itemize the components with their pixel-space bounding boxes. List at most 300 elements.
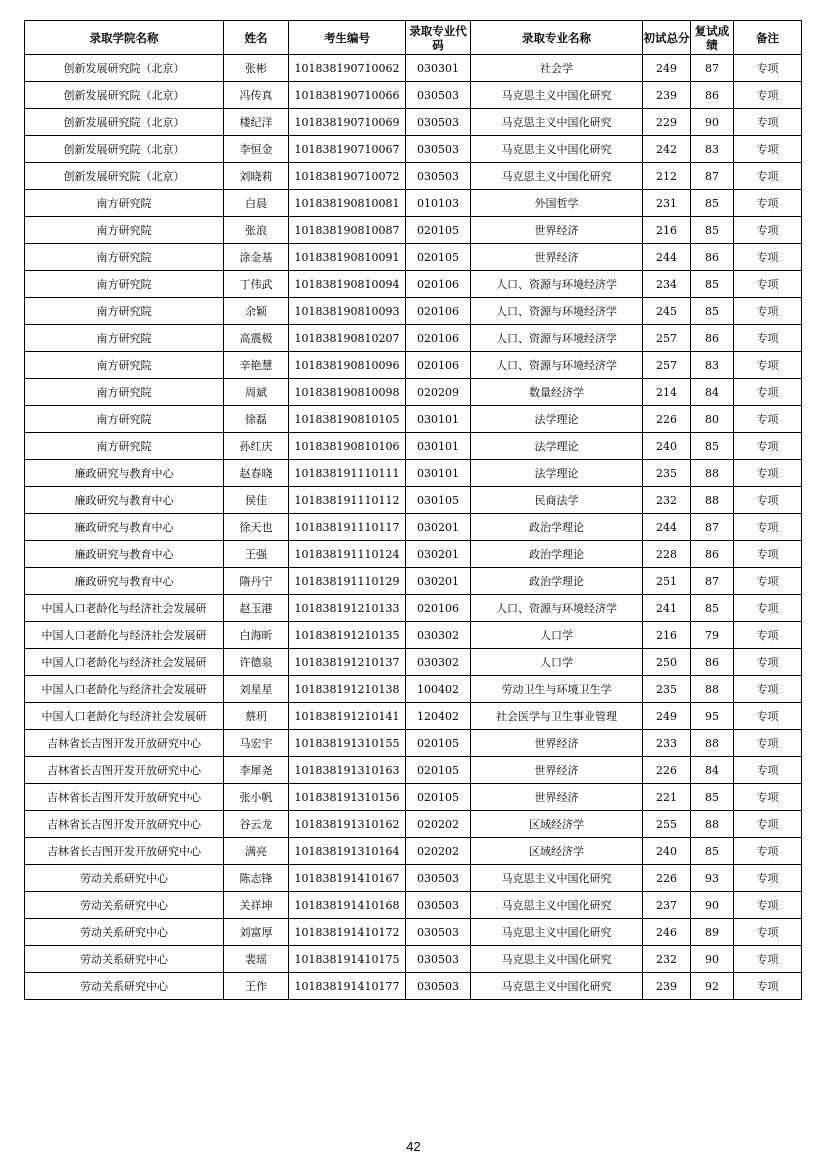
college-cell: 劳动关系研究中心 xyxy=(25,865,224,892)
header-prelim-score: 初试总分 xyxy=(643,21,691,55)
major-name-cell: 社会学 xyxy=(471,55,643,82)
candidate-id-cell: 101838191310163 xyxy=(289,757,406,784)
major-code-cell: 030201 xyxy=(406,541,471,568)
major-name-cell: 法学理论 xyxy=(471,433,643,460)
retest-score-cell: 85 xyxy=(691,298,734,325)
table-row xyxy=(25,514,802,541)
college-cell: 创新发展研究院（北京） xyxy=(25,136,224,163)
table-row xyxy=(25,973,802,1000)
name-cell: 白晨 xyxy=(224,190,289,217)
remark-cell: 专项 xyxy=(734,487,802,514)
table-row xyxy=(25,892,802,919)
name-cell: 徐磊 xyxy=(224,406,289,433)
major-name-cell: 区域经济学 xyxy=(471,838,643,865)
college-cell: 吉林省长吉图开发开放研究中心 xyxy=(25,784,224,811)
major-name-cell: 世界经济 xyxy=(471,784,643,811)
major-code-cell: 020105 xyxy=(406,757,471,784)
major-name-cell: 人口、资源与环境经济学 xyxy=(471,352,643,379)
major-code-cell: 020106 xyxy=(406,595,471,622)
remark-cell: 专项 xyxy=(734,55,802,82)
remark-cell: 专项 xyxy=(734,865,802,892)
name-cell: 丁伟武 xyxy=(224,271,289,298)
table-row xyxy=(25,190,802,217)
remark-cell: 专项 xyxy=(734,109,802,136)
college-cell: 廉政研究与教育中心 xyxy=(25,460,224,487)
name-cell: 许德泉 xyxy=(224,649,289,676)
retest-score-cell: 85 xyxy=(691,217,734,244)
name-cell: 白海昕 xyxy=(224,622,289,649)
college-cell: 南方研究院 xyxy=(25,352,224,379)
table-row xyxy=(25,784,802,811)
prelim-score-cell: 249 xyxy=(643,703,691,730)
major-code-cell: 030503 xyxy=(406,865,471,892)
candidate-id-cell: 101838191210133 xyxy=(289,595,406,622)
candidate-id-cell: 101838191410172 xyxy=(289,919,406,946)
name-cell: 满亮 xyxy=(224,838,289,865)
major-code-cell: 030201 xyxy=(406,514,471,541)
retest-score-cell: 95 xyxy=(691,703,734,730)
major-code-cell: 010103 xyxy=(406,190,471,217)
name-cell: 刘星星 xyxy=(224,676,289,703)
retest-score-cell: 86 xyxy=(691,244,734,271)
college-cell: 南方研究院 xyxy=(25,244,224,271)
major-name-cell: 世界经济 xyxy=(471,757,643,784)
remark-cell: 专项 xyxy=(734,784,802,811)
table-row xyxy=(25,730,802,757)
remark-cell: 专项 xyxy=(734,568,802,595)
name-cell: 高震极 xyxy=(224,325,289,352)
retest-score-cell: 88 xyxy=(691,676,734,703)
retest-score-cell: 88 xyxy=(691,730,734,757)
major-code-cell: 020106 xyxy=(406,298,471,325)
name-cell: 冯传真 xyxy=(224,82,289,109)
header-major-name: 录取专业名称 xyxy=(471,21,643,55)
college-cell: 吉林省长吉图开发开放研究中心 xyxy=(25,838,224,865)
retest-score-cell: 83 xyxy=(691,136,734,163)
name-cell: 赵玉港 xyxy=(224,595,289,622)
retest-score-cell: 88 xyxy=(691,811,734,838)
remark-cell: 专项 xyxy=(734,217,802,244)
header-retest-score: 复试成绩 xyxy=(691,21,734,55)
candidate-id-cell: 101838191210141 xyxy=(289,703,406,730)
college-cell: 创新发展研究院（北京） xyxy=(25,163,224,190)
major-code-cell: 020105 xyxy=(406,217,471,244)
candidate-id-cell: 101838190710062 xyxy=(289,55,406,82)
prelim-score-cell: 257 xyxy=(643,352,691,379)
prelim-score-cell: 229 xyxy=(643,109,691,136)
name-cell: 张小帆 xyxy=(224,784,289,811)
retest-score-cell: 80 xyxy=(691,406,734,433)
retest-score-cell: 85 xyxy=(691,595,734,622)
major-code-cell: 030503 xyxy=(406,892,471,919)
retest-score-cell: 89 xyxy=(691,919,734,946)
name-cell: 马宏宇 xyxy=(224,730,289,757)
college-cell: 创新发展研究院（北京） xyxy=(25,55,224,82)
retest-score-cell: 86 xyxy=(691,82,734,109)
prelim-score-cell: 234 xyxy=(643,271,691,298)
candidate-id-cell: 101838190810207 xyxy=(289,325,406,352)
college-cell: 吉林省长吉图开发开放研究中心 xyxy=(25,757,224,784)
retest-score-cell: 83 xyxy=(691,352,734,379)
prelim-score-cell: 250 xyxy=(643,649,691,676)
candidate-id-cell: 101838190810087 xyxy=(289,217,406,244)
major-name-cell: 人口、资源与环境经济学 xyxy=(471,595,643,622)
prelim-score-cell: 214 xyxy=(643,379,691,406)
prelim-score-cell: 232 xyxy=(643,946,691,973)
name-cell: 李犀尧 xyxy=(224,757,289,784)
candidate-id-cell: 101838190710066 xyxy=(289,82,406,109)
major-name-cell: 世界经济 xyxy=(471,730,643,757)
table-row xyxy=(25,352,802,379)
retest-score-cell: 90 xyxy=(691,892,734,919)
candidate-id-cell: 101838191210138 xyxy=(289,676,406,703)
candidate-id-cell: 101838191110129 xyxy=(289,568,406,595)
candidate-id-cell: 101838191310164 xyxy=(289,838,406,865)
name-cell: 王强 xyxy=(224,541,289,568)
remark-cell: 专项 xyxy=(734,352,802,379)
prelim-score-cell: 226 xyxy=(643,406,691,433)
table-row xyxy=(25,55,802,82)
candidate-id-cell: 101838191110117 xyxy=(289,514,406,541)
major-code-cell: 020105 xyxy=(406,730,471,757)
prelim-score-cell: 240 xyxy=(643,838,691,865)
table-row xyxy=(25,109,802,136)
college-cell: 廉政研究与教育中心 xyxy=(25,568,224,595)
candidate-id-cell: 101838191210135 xyxy=(289,622,406,649)
table-row xyxy=(25,919,802,946)
major-code-cell: 030503 xyxy=(406,973,471,1000)
major-code-cell: 030105 xyxy=(406,487,471,514)
college-cell: 南方研究院 xyxy=(25,406,224,433)
major-name-cell: 法学理论 xyxy=(471,460,643,487)
remark-cell: 专项 xyxy=(734,703,802,730)
remark-cell: 专项 xyxy=(734,757,802,784)
major-name-cell: 马克思主义中国化研究 xyxy=(471,919,643,946)
remark-cell: 专项 xyxy=(734,379,802,406)
remark-cell: 专项 xyxy=(734,919,802,946)
table-row xyxy=(25,163,802,190)
remark-cell: 专项 xyxy=(734,190,802,217)
remark-cell: 专项 xyxy=(734,433,802,460)
table-row xyxy=(25,946,802,973)
major-name-cell: 人口、资源与环境经济学 xyxy=(471,271,643,298)
candidate-id-cell: 101838191210137 xyxy=(289,649,406,676)
college-cell: 劳动关系研究中心 xyxy=(25,892,224,919)
retest-score-cell: 86 xyxy=(691,541,734,568)
prelim-score-cell: 226 xyxy=(643,865,691,892)
college-cell: 中国人口老龄化与经济社会发展研 xyxy=(25,676,224,703)
major-name-cell: 政治学理论 xyxy=(471,568,643,595)
prelim-score-cell: 235 xyxy=(643,676,691,703)
retest-score-cell: 85 xyxy=(691,784,734,811)
college-cell: 南方研究院 xyxy=(25,325,224,352)
major-name-cell: 世界经济 xyxy=(471,244,643,271)
table-header-row xyxy=(25,21,802,55)
major-code-cell: 020106 xyxy=(406,271,471,298)
header-name: 姓名 xyxy=(224,21,289,55)
retest-score-cell: 85 xyxy=(691,271,734,298)
retest-score-cell: 90 xyxy=(691,109,734,136)
candidate-id-cell: 101838191310156 xyxy=(289,784,406,811)
table-row xyxy=(25,865,802,892)
prelim-score-cell: 246 xyxy=(643,919,691,946)
college-cell: 南方研究院 xyxy=(25,433,224,460)
retest-score-cell: 86 xyxy=(691,649,734,676)
college-cell: 廉政研究与教育中心 xyxy=(25,514,224,541)
remark-cell: 专项 xyxy=(734,325,802,352)
major-name-cell: 马克思主义中国化研究 xyxy=(471,973,643,1000)
major-code-cell: 030301 xyxy=(406,55,471,82)
major-name-cell: 外国哲学 xyxy=(471,190,643,217)
prelim-score-cell: 237 xyxy=(643,892,691,919)
table-row xyxy=(25,622,802,649)
retest-score-cell: 85 xyxy=(691,190,734,217)
prelim-score-cell: 226 xyxy=(643,757,691,784)
retest-score-cell: 88 xyxy=(691,460,734,487)
retest-score-cell: 87 xyxy=(691,514,734,541)
major-name-cell: 世界经济 xyxy=(471,217,643,244)
prelim-score-cell: 232 xyxy=(643,487,691,514)
major-code-cell: 030503 xyxy=(406,109,471,136)
remark-cell: 专项 xyxy=(734,946,802,973)
name-cell: 关祥坤 xyxy=(224,892,289,919)
candidate-id-cell: 101838190710069 xyxy=(289,109,406,136)
major-name-cell: 劳动卫生与环境卫生学 xyxy=(471,676,643,703)
table-row xyxy=(25,541,802,568)
major-name-cell: 人口学 xyxy=(471,622,643,649)
major-code-cell: 030503 xyxy=(406,136,471,163)
name-cell: 谷云龙 xyxy=(224,811,289,838)
prelim-score-cell: 241 xyxy=(643,595,691,622)
candidate-id-cell: 101838190810098 xyxy=(289,379,406,406)
remark-cell: 专项 xyxy=(734,163,802,190)
remark-cell: 专项 xyxy=(734,136,802,163)
remark-cell: 专项 xyxy=(734,244,802,271)
major-code-cell: 030503 xyxy=(406,163,471,190)
major-code-cell: 030101 xyxy=(406,433,471,460)
prelim-score-cell: 221 xyxy=(643,784,691,811)
table-row xyxy=(25,82,802,109)
table-row xyxy=(25,757,802,784)
candidate-id-cell: 101838190810096 xyxy=(289,352,406,379)
major-name-cell: 区域经济学 xyxy=(471,811,643,838)
major-code-cell: 030201 xyxy=(406,568,471,595)
remark-cell: 专项 xyxy=(734,271,802,298)
major-code-cell: 020106 xyxy=(406,352,471,379)
retest-score-cell: 86 xyxy=(691,325,734,352)
retest-score-cell: 87 xyxy=(691,55,734,82)
candidate-id-cell: 101838190710072 xyxy=(289,163,406,190)
college-cell: 吉林省长吉图开发开放研究中心 xyxy=(25,811,224,838)
name-cell: 余颖 xyxy=(224,298,289,325)
major-name-cell: 政治学理论 xyxy=(471,541,643,568)
college-cell: 中国人口老龄化与经济社会发展研 xyxy=(25,622,224,649)
name-cell: 王作 xyxy=(224,973,289,1000)
remark-cell: 专项 xyxy=(734,676,802,703)
college-cell: 吉林省长吉图开发开放研究中心 xyxy=(25,730,224,757)
major-name-cell: 马克思主义中国化研究 xyxy=(471,109,643,136)
major-name-cell: 人口、资源与环境经济学 xyxy=(471,325,643,352)
remark-cell: 专项 xyxy=(734,649,802,676)
major-code-cell: 120402 xyxy=(406,703,471,730)
remark-cell: 专项 xyxy=(734,838,802,865)
major-code-cell: 020202 xyxy=(406,811,471,838)
name-cell: 徐天也 xyxy=(224,514,289,541)
major-code-cell: 020105 xyxy=(406,244,471,271)
major-name-cell: 民商法学 xyxy=(471,487,643,514)
prelim-score-cell: 233 xyxy=(643,730,691,757)
college-cell: 中国人口老龄化与经济社会发展研 xyxy=(25,649,224,676)
name-cell: 涂金基 xyxy=(224,244,289,271)
candidate-id-cell: 101838191410177 xyxy=(289,973,406,1000)
retest-score-cell: 90 xyxy=(691,946,734,973)
prelim-score-cell: 245 xyxy=(643,298,691,325)
candidate-id-cell: 101838190810094 xyxy=(289,271,406,298)
major-code-cell: 020209 xyxy=(406,379,471,406)
name-cell: 陈志锋 xyxy=(224,865,289,892)
prelim-score-cell: 255 xyxy=(643,811,691,838)
name-cell: 刘晓莉 xyxy=(224,163,289,190)
prelim-score-cell: 240 xyxy=(643,433,691,460)
candidate-id-cell: 101838191410168 xyxy=(289,892,406,919)
name-cell: 隋丹宁 xyxy=(224,568,289,595)
prelim-score-cell: 244 xyxy=(643,244,691,271)
prelim-score-cell: 244 xyxy=(643,514,691,541)
prelim-score-cell: 257 xyxy=(643,325,691,352)
retest-score-cell: 84 xyxy=(691,757,734,784)
remark-cell: 专项 xyxy=(734,730,802,757)
name-cell: 张彬 xyxy=(224,55,289,82)
major-code-cell: 100402 xyxy=(406,676,471,703)
college-cell: 劳动关系研究中心 xyxy=(25,973,224,1000)
name-cell: 侯佳 xyxy=(224,487,289,514)
name-cell: 辛艳慧 xyxy=(224,352,289,379)
retest-score-cell: 85 xyxy=(691,838,734,865)
prelim-score-cell: 212 xyxy=(643,163,691,190)
table-row xyxy=(25,136,802,163)
major-name-cell: 马克思主义中国化研究 xyxy=(471,163,643,190)
table-row xyxy=(25,703,802,730)
remark-cell: 专项 xyxy=(734,892,802,919)
name-cell: 刘富厚 xyxy=(224,919,289,946)
candidate-id-cell: 101838191110124 xyxy=(289,541,406,568)
major-name-cell: 马克思主义中国化研究 xyxy=(471,82,643,109)
major-name-cell: 人口、资源与环境经济学 xyxy=(471,298,643,325)
college-cell: 廉政研究与教育中心 xyxy=(25,487,224,514)
table-row xyxy=(25,649,802,676)
table-row xyxy=(25,595,802,622)
remark-cell: 专项 xyxy=(734,82,802,109)
major-code-cell: 030101 xyxy=(406,406,471,433)
college-cell: 南方研究院 xyxy=(25,379,224,406)
name-cell: 楼纪洋 xyxy=(224,109,289,136)
college-cell: 中国人口老龄化与经济社会发展研 xyxy=(25,595,224,622)
college-cell: 南方研究院 xyxy=(25,271,224,298)
name-cell: 裴瑶 xyxy=(224,946,289,973)
header-college: 录取学院名称 xyxy=(25,21,224,55)
prelim-score-cell: 239 xyxy=(643,82,691,109)
page-number: 42 xyxy=(406,1139,421,1154)
major-code-cell: 030503 xyxy=(406,946,471,973)
major-code-cell: 030503 xyxy=(406,919,471,946)
header-remark: 备注 xyxy=(734,21,802,55)
remark-cell: 专项 xyxy=(734,298,802,325)
table-row xyxy=(25,217,802,244)
name-cell: 张浪 xyxy=(224,217,289,244)
remark-cell: 专项 xyxy=(734,460,802,487)
prelim-score-cell: 216 xyxy=(643,622,691,649)
table-row xyxy=(25,244,802,271)
prelim-score-cell: 239 xyxy=(643,973,691,1000)
college-cell: 创新发展研究院（北京） xyxy=(25,82,224,109)
name-cell: 赵春晓 xyxy=(224,460,289,487)
major-code-cell: 020202 xyxy=(406,838,471,865)
major-name-cell: 法学理论 xyxy=(471,406,643,433)
college-cell: 南方研究院 xyxy=(25,190,224,217)
college-cell: 中国人口老龄化与经济社会发展研 xyxy=(25,703,224,730)
prelim-score-cell: 251 xyxy=(643,568,691,595)
college-cell: 劳动关系研究中心 xyxy=(25,946,224,973)
table-body xyxy=(25,55,802,1000)
candidate-id-cell: 101838190810081 xyxy=(289,190,406,217)
table-row xyxy=(25,325,802,352)
major-name-cell: 马克思主义中国化研究 xyxy=(471,892,643,919)
prelim-score-cell: 228 xyxy=(643,541,691,568)
major-code-cell: 030503 xyxy=(406,82,471,109)
major-code-cell: 030101 xyxy=(406,460,471,487)
table-row xyxy=(25,298,802,325)
table-row xyxy=(25,271,802,298)
remark-cell: 专项 xyxy=(734,514,802,541)
major-name-cell: 马克思主义中国化研究 xyxy=(471,946,643,973)
major-name-cell: 政治学理论 xyxy=(471,514,643,541)
table-row xyxy=(25,433,802,460)
table-row xyxy=(25,460,802,487)
candidate-id-cell: 101838190810105 xyxy=(289,406,406,433)
candidate-id-cell: 101838190710067 xyxy=(289,136,406,163)
retest-score-cell: 79 xyxy=(691,622,734,649)
retest-score-cell: 93 xyxy=(691,865,734,892)
candidate-id-cell: 101838191310162 xyxy=(289,811,406,838)
prelim-score-cell: 235 xyxy=(643,460,691,487)
college-cell: 廉政研究与教育中心 xyxy=(25,541,224,568)
remark-cell: 专项 xyxy=(734,973,802,1000)
major-name-cell: 马克思主义中国化研究 xyxy=(471,136,643,163)
header-candidate-id: 考生编号 xyxy=(289,21,406,55)
major-code-cell: 030302 xyxy=(406,622,471,649)
prelim-score-cell: 249 xyxy=(643,55,691,82)
major-name-cell: 数量经济学 xyxy=(471,379,643,406)
table-row xyxy=(25,379,802,406)
major-code-cell: 020106 xyxy=(406,325,471,352)
table-row xyxy=(25,676,802,703)
candidate-id-cell: 101838191310155 xyxy=(289,730,406,757)
candidate-id-cell: 101838191110111 xyxy=(289,460,406,487)
name-cell: 李恒金 xyxy=(224,136,289,163)
retest-score-cell: 92 xyxy=(691,973,734,1000)
table-row xyxy=(25,838,802,865)
remark-cell: 专项 xyxy=(734,595,802,622)
remark-cell: 专项 xyxy=(734,541,802,568)
major-name-cell: 社会医学与卫生事业管理 xyxy=(471,703,643,730)
retest-score-cell: 84 xyxy=(691,379,734,406)
candidate-id-cell: 101838190810093 xyxy=(289,298,406,325)
table-row xyxy=(25,568,802,595)
prelim-score-cell: 216 xyxy=(643,217,691,244)
candidate-id-cell: 101838191410175 xyxy=(289,946,406,973)
name-cell: 蔡玥 xyxy=(224,703,289,730)
college-cell: 创新发展研究院（北京） xyxy=(25,109,224,136)
